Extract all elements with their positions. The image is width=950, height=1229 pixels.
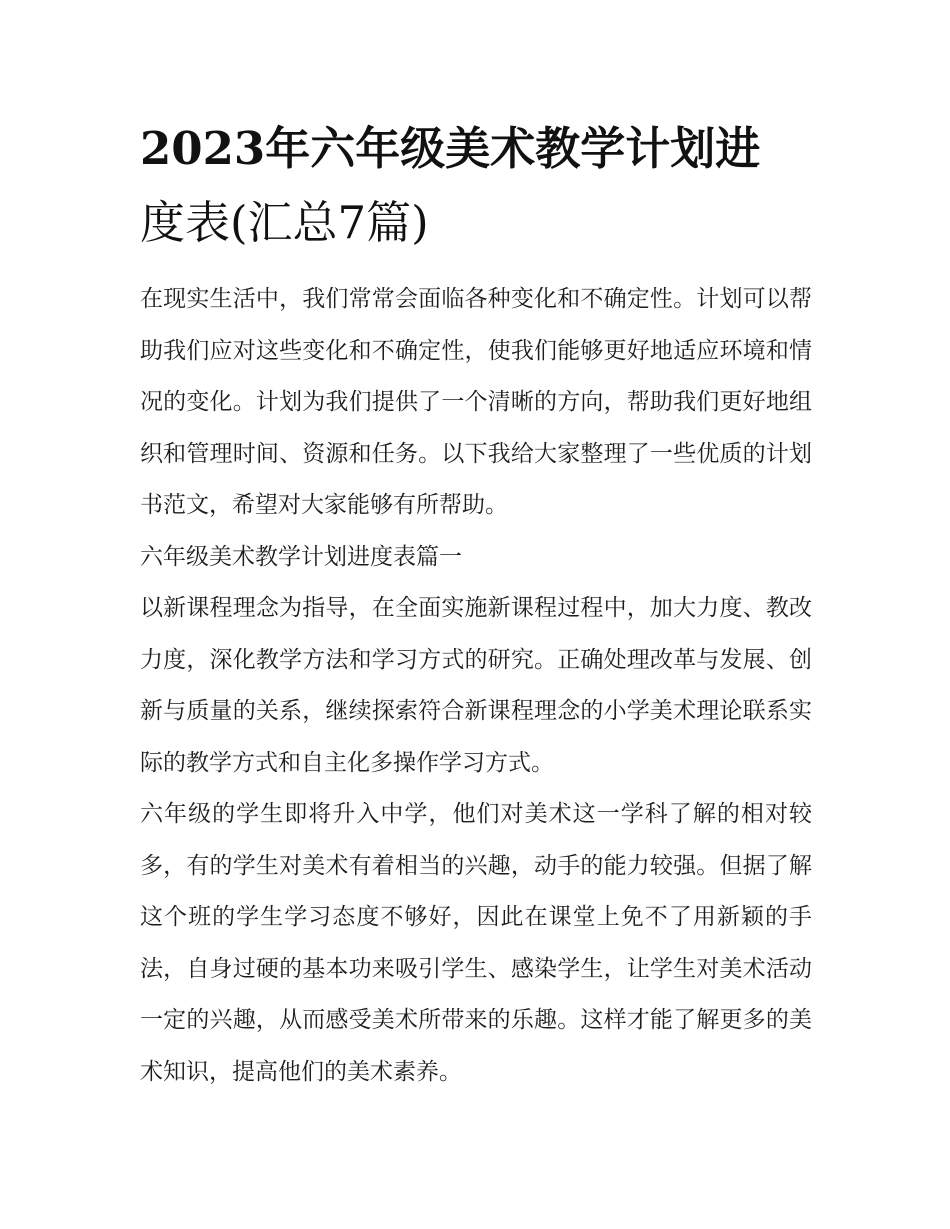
section-heading: 六年级美术教学计划进度表篇一 xyxy=(140,543,462,570)
document-body xyxy=(140,274,812,1098)
document-title xyxy=(140,112,812,260)
section-paragraph-1: 以新课程理念为指导，在全面实施新课程过程中，加大力度、教改力度，深化教学方法和学习方式的研究。正确处理改革与发展、创新与质量的关系，继续探索符合新课程理念的小学美术理论联系实际的教学方式和自主化多操作学习方式。 xyxy=(140,595,812,776)
document-content xyxy=(140,112,812,1098)
section-paragraph-2: 六年级的学生即将升入中学，他们对美术这一学科了解的相对较多，有的学生对美术有着相当的兴趣，动手的能力较强。但据了解这个班的学生学习态度不够好，因此在课堂上免不了用新颖的手法，自身过硬的基本功来吸引学生、感染学生，让学生对美术活动一定的兴趣，从而感受美术所带来的乐趣。这样才能了解更多的美术知识，提高他们的美术素养。 xyxy=(140,801,812,1085)
title-line-1: 2023年六年级美术教学计划进 xyxy=(140,122,761,175)
title-line-2: 度表(汇总7篇) xyxy=(140,196,429,249)
intro-paragraph: 在现实生活中，我们常常会面临各种变化和不确定性。计划可以帮助我们应对这些变化和不确定性，使我们能够更好地适应环境和情况的变化。计划为我们提供了一个清晰的方向，帮助我们更好地组织和管理时间、资源和任务。以下我给大家整理了一些优质的计划书范文，希望对大家能够有所帮助。 xyxy=(140,286,812,518)
